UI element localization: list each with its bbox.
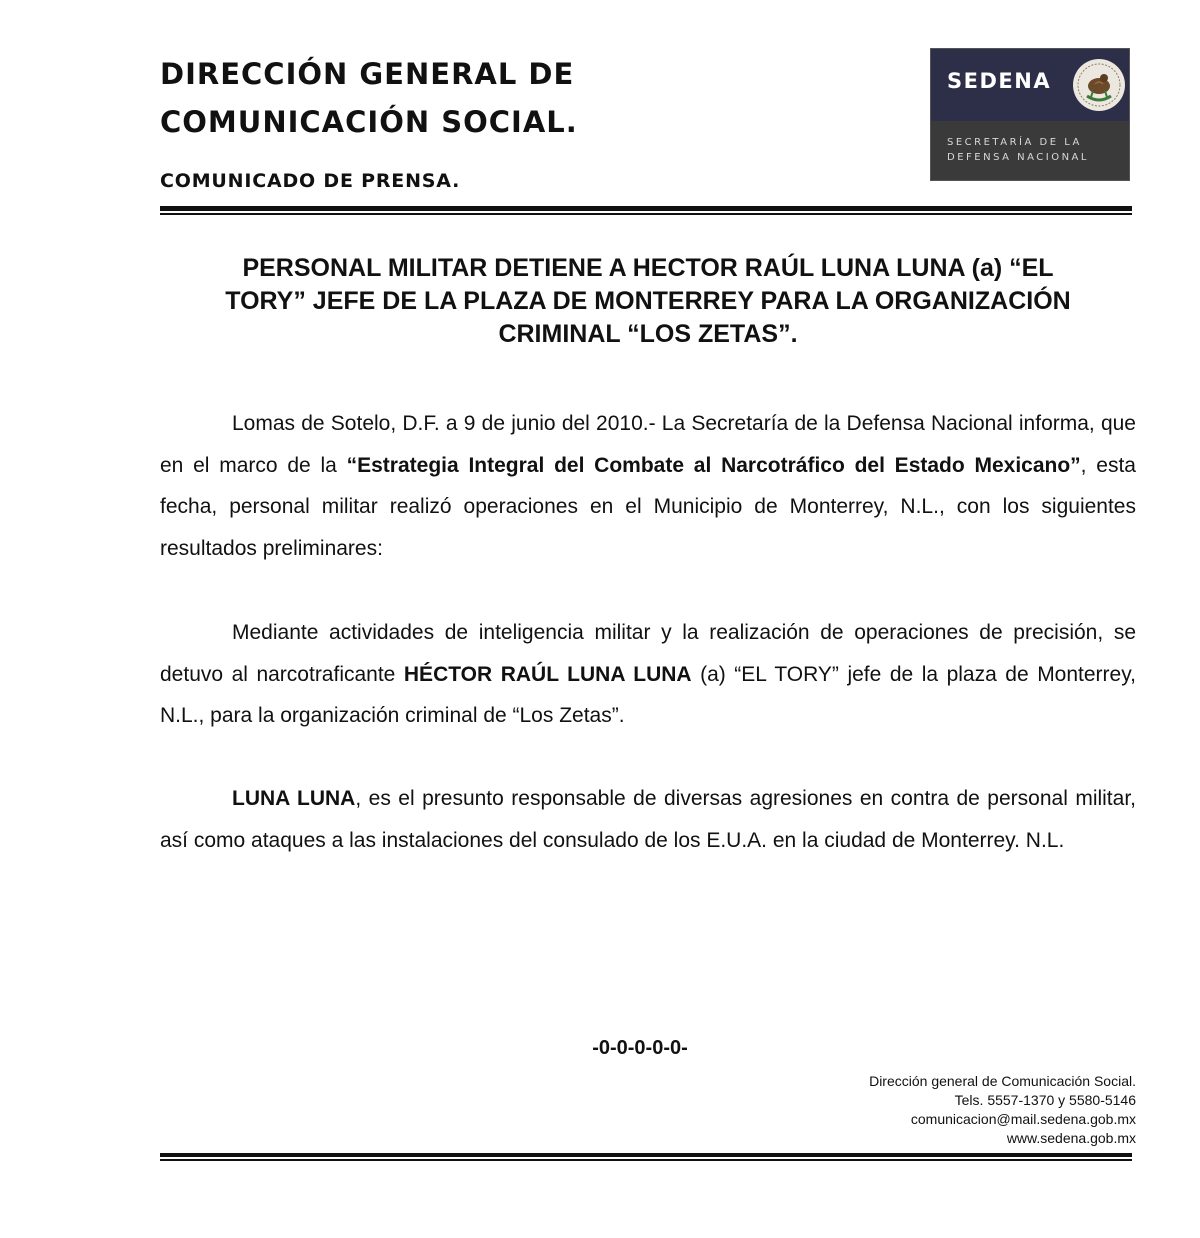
- logo-subtitle: [947, 135, 1089, 165]
- body-paragraph-1: [160, 403, 1136, 569]
- headline-line2: TORY” JEFE DE LA PLAZA DE MONTERREY PARA LA ORGANIZACIÓN: [225, 287, 1071, 315]
- p2-bold-name: HÉCTOR RAÚL LUNA LUNA: [403, 662, 692, 686]
- header-divider-thick: [160, 206, 1132, 211]
- logo-name: SEDENA: [947, 69, 1052, 93]
- header-divider-thin: [160, 213, 1132, 215]
- logo-subtitle-line1: SECRETARÍA DE LA: [947, 137, 1082, 148]
- department-title-line2: COMUNICACIÓN SOCIAL.: [160, 105, 578, 139]
- sedena-logo: [930, 48, 1130, 181]
- contact-phones: Tels. 5557-1370 y 5580-5146: [954, 1092, 1136, 1108]
- headline-line3: CRIMINAL “LOS ZETAS”.: [498, 320, 798, 348]
- press-release-headline: [160, 252, 1136, 351]
- coat-of-arms-seal-icon: [1071, 57, 1127, 113]
- p1-text-b: , esta fecha, personal militar realizó operaciones en el Municipio de Monterrey, N.L., con los siguientes resultados preliminares:: [160, 453, 1136, 560]
- body-paragraph-2: [160, 612, 1136, 737]
- p1-text-a: Lomas de Sotelo, D.F. a 9 de junio del 2010.- La Secretaría de la Defensa Nacional informa, que en el marco de la: [160, 412, 1136, 477]
- p2-text-a: Mediante actividades de inteligencia militar y la realización de operaciones de precisión, se detuvo al narcotraficante: [160, 621, 1136, 686]
- p3-bold-name: LUNA LUNA: [232, 787, 356, 810]
- p2-text-b: (a) “EL TORY” jefe de la plaza de Monterrey, N.L., para la organización criminal de “Los Zetas”.: [160, 662, 1136, 727]
- department-title-line1: DIRECCIÓN GENERAL DE: [160, 57, 575, 91]
- headline-line1: PERSONAL MILITAR DETIENE A HECTOR RAÚL LUNA LUNA (a) “EL: [242, 254, 1054, 282]
- body-paragraph-3: [160, 778, 1136, 861]
- contact-block: [869, 1072, 1136, 1148]
- logo-subtitle-line2: DEFENSA NACIONAL: [947, 152, 1089, 163]
- contact-department: Dirección general de Comunicación Social.: [869, 1073, 1136, 1089]
- contact-website: www.sedena.gob.mx: [1006, 1130, 1136, 1146]
- footer-divider-thin: [160, 1159, 1132, 1161]
- document-type: COMUNICADO DE PRENSA.: [160, 170, 461, 192]
- p3-text-a: , es el presunto responsable de diversas agresiones en contra de personal militar, así como ataques a las instalaciones del consulado de los E.U.A. en la ciudad de Monterrey. N.L.: [160, 787, 1136, 852]
- p1-bold-strategy: “Estrategia Integral del Combate al Narcotráfico del Estado Mexicano”: [346, 453, 1081, 477]
- contact-email: comunicacion@mail.sedena.gob.mx: [910, 1111, 1136, 1127]
- department-title: [160, 50, 578, 146]
- footer-divider-thick: [160, 1153, 1132, 1157]
- end-mark: -0-0-0-0-0-: [592, 1037, 688, 1059]
